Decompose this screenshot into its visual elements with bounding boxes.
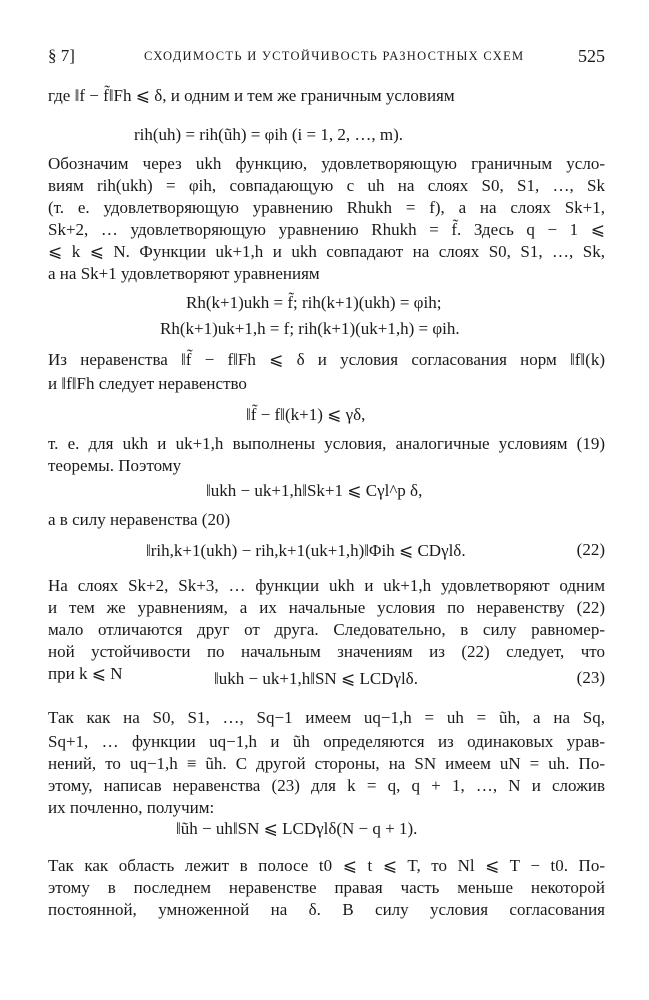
text-line: На слоях Sk+2, Sk+3, … функции ukh и uk+1,h удовлетворяют одним <box>48 576 605 595</box>
text-line: этому в последнем неравенстве правая часть меньше некоторой <box>48 878 605 897</box>
text-line: при k ⩽ N <box>48 664 123 683</box>
text-line: Так как на S0, S1, …, Sq−1 имеем uq−1,h = uh = ũh, а на Sq, <box>48 708 605 727</box>
text-line: где ‖f − f̃‖Fh ⩽ δ, и одним и тем же граничным условиям <box>48 86 455 105</box>
text-line: нений, то uq−1,h ≡ ũh. С другой стороны, на SN имеем uN = uh. По- <box>48 754 605 773</box>
text-line: и ‖f‖Fh следует неравенство <box>48 374 247 393</box>
equation: ‖ukh − uk+1,h‖SN ⩽ LCDγlδ. <box>214 669 418 688</box>
text-line: а в силу неравенства (20) <box>48 510 231 529</box>
text-line: Sk+2, … удовлетворяющую уравнению Rhukh = f̃. Здесь q − 1 ⩽ <box>48 220 605 239</box>
text-line: ной устойчивости по начальным значениям из (22) следует, что <box>48 642 605 661</box>
text-line: Так как область лежит в полосе t0 ⩽ t ⩽ T, то Nl ⩽ T − t0. По- <box>48 856 605 875</box>
text-line: этому, написав неравенства (23) для k = q, q + 1, …, N и сложив <box>48 776 605 795</box>
text-line: постоянной, умноженной на δ. В силу условия согласования <box>48 900 605 919</box>
text-line: и тем же уравнениям, а их начальные условия по неравенству (22) <box>48 598 605 617</box>
running-header <box>48 46 605 70</box>
equation: rih(uh) = rih(ũh) = φih (i = 1, 2, …, m). <box>134 125 403 144</box>
text-line: Обозначим через ukh функцию, удовлетворяющую граничным усло- <box>48 154 605 173</box>
text-line: Sq+1, … функции uq−1,h и ũh определяются из одинаковых урав- <box>48 732 605 751</box>
page-number: 525 <box>578 46 605 66</box>
equation: ‖rih,k+1(ukh) − rih,k+1(uk+1,h)‖Φih ⩽ CDγlδ. <box>146 541 466 560</box>
text-line: виям rih(ukh) = φih, совпадающую с uh на слоях S0, S1, …, Sk <box>48 176 605 195</box>
text-line: Из неравенства ‖f̃ − f‖Fh ⩽ δ и условия согласования норм ‖f‖(k) <box>48 350 605 369</box>
text-line: т. е. для ukh и uk+1,h выполнены условия, аналогичные условиям (19) <box>48 434 605 453</box>
section-number: § 7] <box>48 46 75 65</box>
equation: ‖ũh − uh‖SN ⩽ LCDγlδ(N − q + 1). <box>176 819 418 838</box>
text-line: (т. е. удовлетворяющую уравнению Rhukh = f), а на слоях Sk+1, <box>48 198 605 217</box>
equation: ‖f̃ − f‖(k+1) ⩽ γδ, <box>246 405 366 424</box>
equation: ‖ukh − uk+1,h‖Sk+1 ⩽ Cγl^p δ, <box>206 481 423 500</box>
equation: Rh(k+1)uk+1,h = f; rih(k+1)(uk+1,h) = φih. <box>160 319 460 338</box>
text-line: их почленно, получим: <box>48 798 215 817</box>
text-line: а на Sk+1 удовлетворяют уравнениям <box>48 264 320 283</box>
equation-number: (23) <box>576 668 605 687</box>
equation: Rh(k+1)ukh = f̃; rih(k+1)(ukh) = φih; <box>186 293 442 312</box>
equation-number: (22) <box>576 540 605 559</box>
text-line: ⩽ k ⩽ N. Функции uk+1,h и ukh совпадают на слоях S0, S1, …, Sk, <box>48 242 605 261</box>
running-title: СХОДИМОСТЬ И УСТОЙЧИВОСТЬ РАЗНОСТНЫХ СХЕМ <box>144 49 525 63</box>
text-line: теоремы. Поэтому <box>48 456 182 475</box>
text-line: мало отличаются друг от друга. Следовательно, в силу равномер- <box>48 620 605 639</box>
